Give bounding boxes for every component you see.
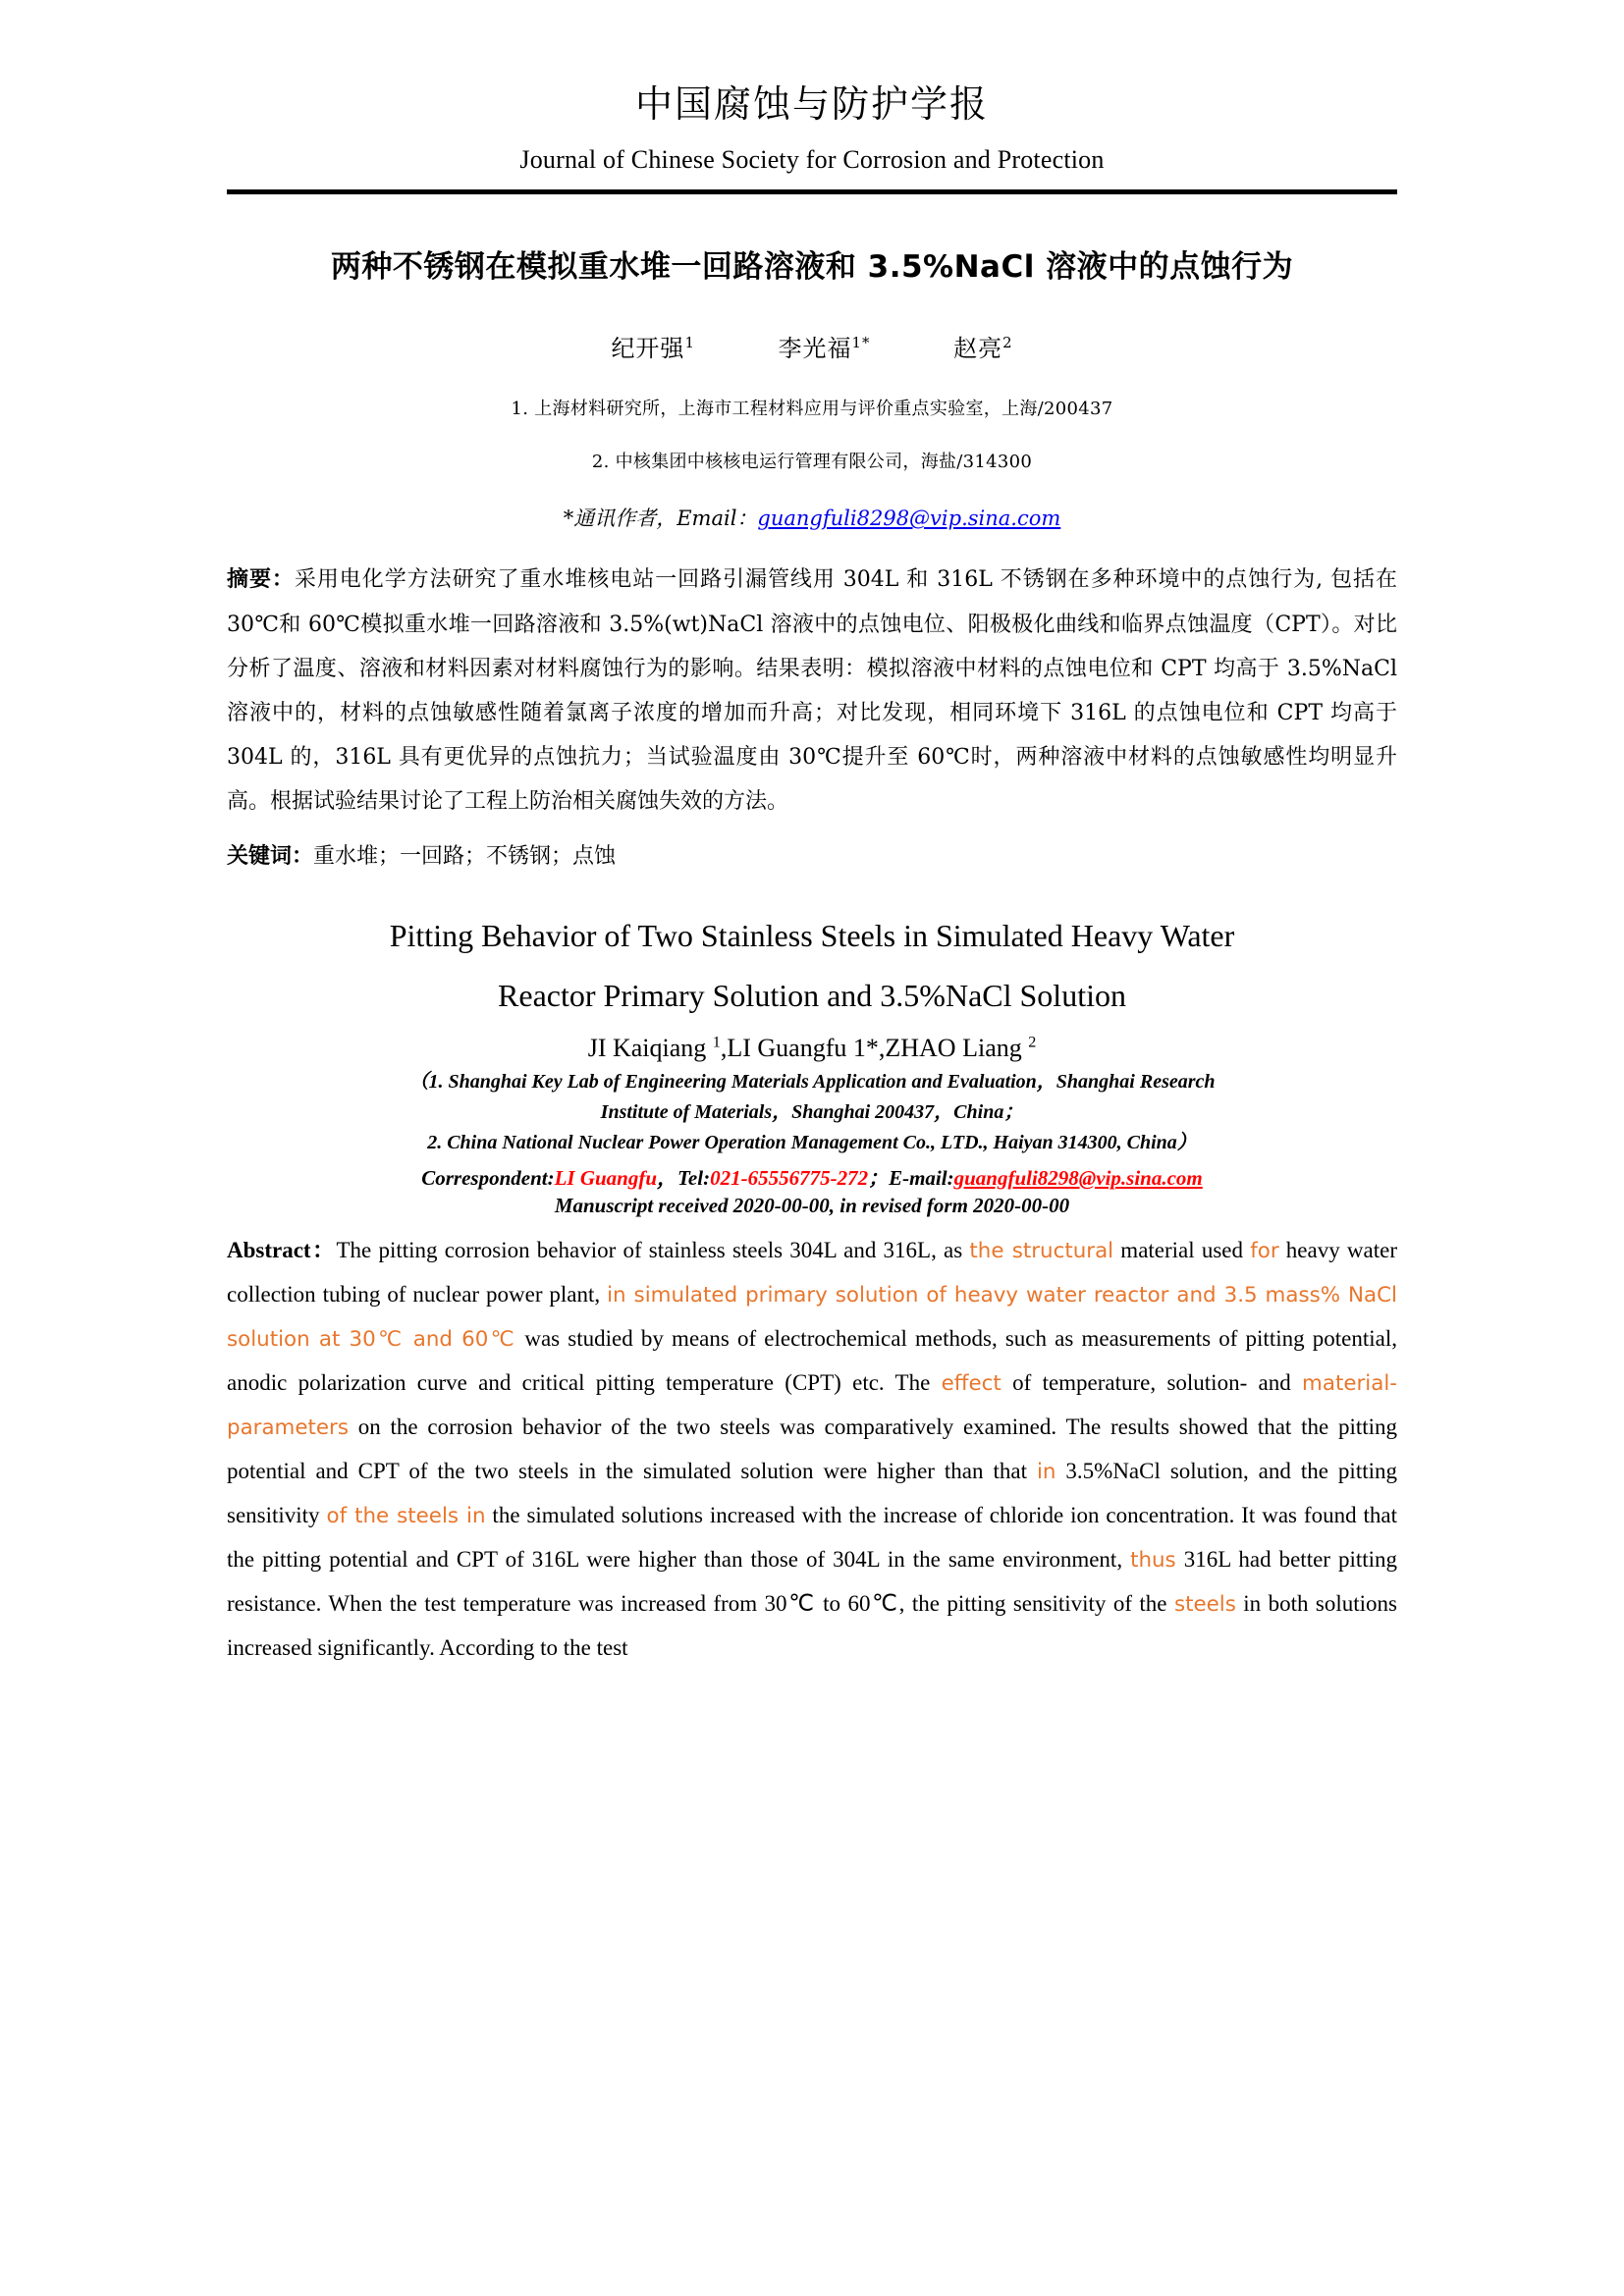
chinese-author-affiliation-mark: 1* [851, 334, 871, 352]
abstract-highlight-run: of the steels in [326, 1504, 486, 1529]
correspondent-email-label: ；E-mail: [868, 1165, 954, 1190]
correspondent-label: Correspondent: [421, 1165, 555, 1190]
chinese-keywords [227, 835, 1397, 879]
abstract-highlight-run: in simulated primary solution of heavy water reactor and 3.5 mass% NaCl solution at 30℃ and 60℃ [227, 1282, 1397, 1352]
journal-name-english: Journal of Chinese Society for Corrosion and Protection [519, 144, 1105, 174]
abstract-plain-run: of temperature, solution- and [1001, 1369, 1303, 1395]
correspondent-tel-value: 021-65556775-272 [710, 1165, 869, 1190]
chinese-corresponding-email-link[interactable]: guangfuli8298@vip.sina.com [757, 507, 1061, 531]
chinese-author [953, 329, 1012, 363]
chinese-keywords-body: 重水堆；一回路；不锈钢；点蚀 [313, 844, 617, 869]
correspondent-tel-label: ，Tel: [657, 1165, 711, 1190]
journal-name-chinese: 中国腐蚀与防护学报 [634, 82, 989, 126]
abstract-plain-run: The pitting corrosion behavior of stainless steels 304L and 316L, as [336, 1237, 970, 1262]
manuscript-received-line: Manuscript received 2020-00-00, in revised form 2020-00-00 [554, 1193, 1070, 1217]
abstract-plain-run: heavy water collection tubing of nuclear power plant, [227, 1237, 1398, 1307]
page-content-column [227, 0, 1397, 1670]
correspondent-email-link[interactable]: guangfuli8298@vip.sina.com [953, 1165, 1203, 1190]
abstract-plain-run: 316L had better pitting resistance. When the test temperature was increased from 30℃ to 60℃, the pitting sensitivity of the [227, 1547, 1398, 1617]
correspondent-line [227, 1162, 1397, 1192]
chinese-author-name: 李光福 [778, 335, 852, 363]
chinese-abstract-body: 采用电化学方法研究了重水堆核电站一回路引漏管线用 304L 和 316L 不锈钢在多种环境中的点蚀行为, 包括在 30℃和 60℃模拟重水堆一回路溶液和 3.5%(wt)NaCl 溶液中的点蚀电位、阳极极化曲线和临界点蚀温度（CPT）。对比分析了温度、溶液和材料因素对材料腐蚀行为的影响。结果表明：模拟溶液中材料的点蚀电位和 CPT 均高于 3.5%NaCl 溶液中的，材料的点蚀敏感性随着氯离子浓度的增加而升高；对比发现，相同环境下 316L 的点蚀电位和 CPT 均高于 304L 的，316L 具有更优异的点蚀抗力；当试验温度由 30℃提升至 60℃时，两种溶液中材料的点蚀敏感性均明显升高。根据试验结果讨论了工程上防治相关腐蚀失效的方法。 [227, 567, 1397, 814]
masthead-divider [227, 189, 1397, 194]
chinese-author-affiliation-mark: 2 [1002, 334, 1013, 352]
chinese-author-affiliation-mark: 1 [684, 334, 695, 352]
chinese-author [611, 329, 694, 363]
english-author-name: JI Kaiqiang [587, 1033, 713, 1062]
english-title-line-2: Reactor Primary Solution and 3.5%NaCl Solution [498, 977, 1126, 1013]
abstract-highlight-run: material-parameters [227, 1370, 1397, 1440]
chinese-author-list [227, 329, 1397, 363]
abstract-highlight-run: steels [1173, 1592, 1236, 1618]
english-author-affiliation-mark: 2 [1028, 1033, 1037, 1050]
english-author-name: ,LI Guangfu 1*,ZHAO Liang [720, 1033, 1029, 1062]
english-title-line-1: Pitting Behavior of Two Stainless Steels in Simulated Heavy Water [389, 918, 1235, 953]
abstract-highlight-run: thus [1130, 1548, 1176, 1574]
abstract-highlight-run: effect [941, 1370, 1001, 1396]
english-abstract [227, 1228, 1397, 1671]
chinese-abstract-label: 摘要： [227, 567, 295, 593]
chinese-corresponding-label: *通讯作者，Email： [563, 507, 758, 531]
chinese-affiliation-1: 1. 上海材料研究所，上海市工程材料应用与评价重点实验室，上海/200437 [511, 399, 1113, 420]
abstract-plain-run: the simulated solutions increased with the increase of chloride ion concentration. It was found that the pitting potential and CPT of 316L were higher than those of 304L in the same environment, [227, 1503, 1398, 1573]
abstract-plain-run: on the corrosion behavior of the two steels was comparatively examined. The results showed that the pitting potential and CPT of the two steels in the simulated solution were higher than that [227, 1414, 1397, 1483]
abstract-highlight-run: for [1250, 1238, 1279, 1263]
journal-masthead [227, 0, 1397, 194]
chinese-affiliation-2: 2. 中核集团中核核电运行管理有限公司，海盐/314300 [591, 452, 1033, 473]
abstract-plain-run: was studied by means of electrochemical methods, such as measurements of pitting potential, anodic polarization curve and critical pitting temperature (CPT) etc. The [227, 1325, 1397, 1395]
english-author-affiliation-mark: 1 [712, 1033, 721, 1050]
abstract-plain-run: material used [1113, 1237, 1251, 1262]
correspondent-name: LI Guangfu [554, 1165, 658, 1190]
english-affiliation-line-1: （1. Shanghai Key Lab of Engineering Materials Application and Evaluation，Shanghai Research [408, 1070, 1216, 1093]
english-author-list [227, 1034, 1397, 1063]
chinese-corresponding-line [227, 503, 1397, 532]
chinese-author-name: 赵亮 [953, 335, 1003, 363]
chinese-article-title: 两种不锈钢在模拟重水堆一回路溶液和 3.5%NaCl 溶液中的点蚀行为 [330, 248, 1294, 285]
english-abstract-body [227, 1238, 1397, 1661]
english-abstract-label: Abstract： [227, 1237, 337, 1262]
chinese-author-name: 纪开强 [611, 335, 685, 363]
english-affiliation-line-3: 2. China National Nuclear Power Operation Management Co., LTD., Haiyan 314300, China） [427, 1131, 1197, 1153]
abstract-highlight-run: in [1036, 1459, 1056, 1484]
english-article-title [227, 906, 1397, 1026]
english-affiliation-block [227, 1067, 1397, 1158]
abstract-plain-run: in both solutions increased significantly. According to the test [227, 1591, 1397, 1661]
chinese-author [779, 329, 871, 363]
chinese-abstract [227, 558, 1397, 824]
chinese-keywords-label: 关键词： [227, 844, 314, 869]
abstract-plain-run: 3.5%NaCl solution, and the pitting sensitivity [227, 1458, 1397, 1528]
english-affiliation-line-2: Institute of Materials，Shanghai 200437，China； [600, 1100, 1024, 1123]
abstract-highlight-run: the structural [969, 1238, 1114, 1263]
